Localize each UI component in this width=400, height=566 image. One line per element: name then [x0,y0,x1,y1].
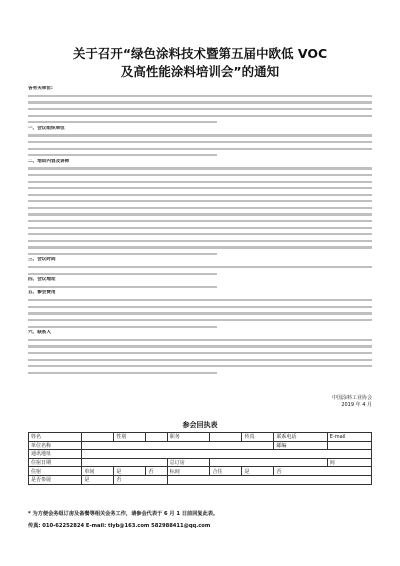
body-text-line [28,224,372,231]
notice-title-line-2: 及高性能涂料培训会”的通知 [120,64,280,79]
body-text-line [28,132,372,139]
form-cell-option[interactable]: 否 [274,467,372,476]
body-text-line [28,304,372,311]
reply-form-row [29,475,372,484]
reply-form-row [29,458,372,467]
form-cell-label: 单间 [82,467,114,476]
body-text-line [28,284,372,291]
body-text-line [28,185,372,192]
body-text-line [28,139,372,146]
form-cell-input[interactable] [167,475,371,484]
body-text-line [28,172,372,179]
signature-date: 2019 年 4 月 [341,402,372,408]
form-cell-label: 职务 [167,433,210,442]
section-heading: 各有关单位: [28,86,53,91]
body-text-line [28,205,372,212]
form-cell-option[interactable]: 否 [146,467,167,476]
form-cell-label: 传真 [242,433,274,442]
body-text-line [28,152,372,159]
body-text-line [28,310,372,317]
body-text-line [28,198,372,205]
body-text-line [28,317,372,324]
reply-form-row [29,433,372,442]
body-text-line [28,145,372,152]
form-cell-label: 总订房 [167,458,210,467]
form-cell-input[interactable] [210,433,242,442]
form-cell-label: E-mail [327,433,371,442]
body-text-line [28,356,372,363]
body-text-line [28,271,372,278]
section-heading: 二、培训内容及讲师 [28,158,70,164]
contact-line: 传真: 010-62252824 E-mail: tlyb@163.com 582988411@qq.com [28,523,211,529]
form-cell-label: 是否参展 [29,475,82,484]
body-text-line [28,211,372,218]
body-text-line [28,218,372,225]
body-text-line [28,99,372,106]
body-text-line [28,251,372,258]
form-cell-option[interactable]: 是 [242,467,274,476]
body-text-line [28,343,372,350]
reply-form-table [28,432,372,485]
form-cell-label: 联系电话 [274,433,327,442]
body-text-line [28,238,372,245]
form-cell-input[interactable] [82,450,372,459]
reply-form-title: 参会回执表 [182,421,218,429]
body-text-line [28,192,372,199]
form-cell-label: 单位名称 [29,441,82,450]
form-cell-label: 标间 [167,467,210,476]
signature-block [332,395,372,409]
body-text-line [28,106,372,113]
form-cell-label: 邮编 [274,441,327,450]
section-heading: 四、会议地址 [28,277,56,283]
section-heading: 三、会议时间 [28,257,56,263]
body-text-line [28,337,372,344]
form-cell-input[interactable] [327,441,371,450]
section-heading: 五、参会费用 [28,290,56,296]
form-cell-option[interactable]: 是 [82,475,114,484]
body-text-line [28,231,372,238]
form-cell-label: 住宿日期 [29,458,82,467]
form-cell-label: 通讯地址 [29,450,82,459]
body-text-line [28,165,372,172]
reply-form-row [29,441,372,450]
body-text-line [28,112,372,119]
reply-note: * 为方便会务组订房及备餐等相关会务工作，请参会代表于 6 月 1 日前回复此表。 [28,511,219,517]
body-text-line [28,363,372,370]
body-text-line [28,178,372,185]
form-cell-label: 合住 [210,467,242,476]
body-text-line [28,370,372,377]
reply-form-row [29,467,372,476]
form-cell-input[interactable] [82,458,167,467]
signature-org: 中国涂料工业协会 [331,395,372,401]
form-cell-option[interactable]: 是 [114,467,146,476]
form-cell-label: 间 [327,458,371,467]
form-cell-input[interactable] [210,458,327,467]
form-cell-input[interactable] [82,433,114,442]
body-text-line [28,350,372,357]
form-cell-input[interactable] [82,441,274,450]
body-text-line [28,244,372,251]
notice-body [28,86,372,376]
form-cell-label: 姓名 [29,433,82,442]
form-cell-label: 性别 [114,433,146,442]
reply-form-row [29,450,372,459]
section-heading: 一、会议组织单位 [28,125,65,131]
notice-title-line-1: 关于召开“绿色涂料技术暨第五届中欧低 VOC [72,46,328,61]
section-heading: 六、联系人 [28,329,51,335]
form-cell-option[interactable]: 否 [114,475,167,484]
form-cell-input[interactable] [146,433,167,442]
body-text-line [28,119,372,126]
body-text-line [28,323,372,330]
body-text-line [28,264,372,271]
form-cell-label: 住宿 [29,467,82,476]
body-text-line [28,297,372,304]
body-text-line [28,93,372,100]
